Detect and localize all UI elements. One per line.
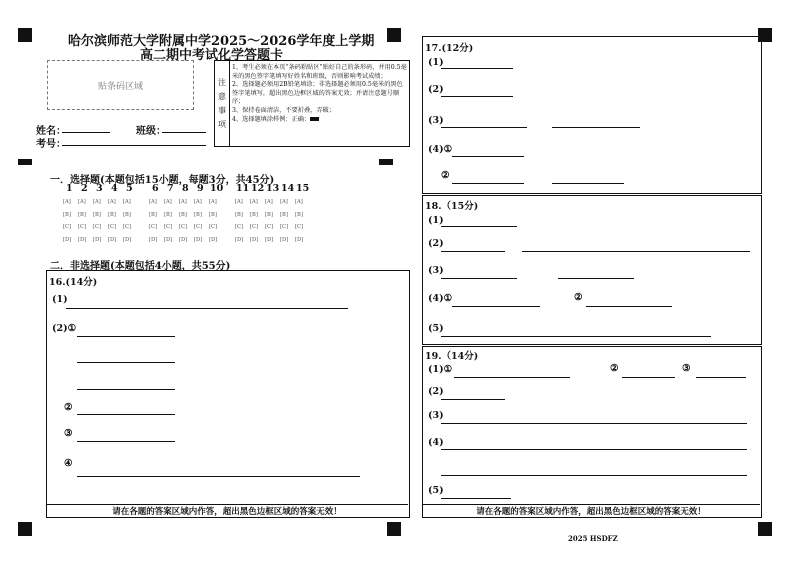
q16-answer-line[interactable] <box>77 476 360 477</box>
q17-answer-line[interactable] <box>552 183 624 184</box>
mc-question-number: 2 <box>81 183 88 194</box>
notice-line: 2、选择题必须用2B铅笔填涂；非选择题必须用0.5毫米的黑色签字笔填写，超出黑色边框区域的答案无效；并请注意题号顺序； <box>232 81 403 106</box>
section2-title: 二．非选择题(本题包括4小题，共55分) <box>50 261 231 272</box>
q16-answer-line[interactable] <box>77 336 175 337</box>
mc-question-number: 4 <box>111 183 118 194</box>
q19-answer-line[interactable] <box>441 399 505 400</box>
barcode-area-label: 贴条码区域 <box>97 81 143 92</box>
q16-answer-line[interactable] <box>77 414 175 415</box>
q19-label-1-1: (1)① <box>428 364 453 375</box>
notice-text <box>232 64 407 124</box>
q19-header: 19.（14分) <box>425 351 479 362</box>
notice-label-char: 事 <box>218 105 226 115</box>
mc-option-bubble[interactable]: [A] <box>265 199 273 205</box>
mc-option-bubble[interactable]: [A] <box>280 199 288 205</box>
name-label: 姓名： <box>36 126 66 137</box>
q17-answer-box <box>422 36 762 194</box>
q18-answer-box <box>422 195 762 345</box>
q17-answer-line[interactable] <box>552 127 640 128</box>
mc-option-bubble[interactable]: [A] <box>250 199 258 205</box>
q19-label-1-2: ② <box>610 363 619 374</box>
mc-option-bubble[interactable]: [B] <box>295 211 303 218</box>
mc-option-bubble[interactable]: [A] <box>108 199 116 205</box>
q19-answer-line[interactable] <box>441 449 747 450</box>
mc-option-bubble[interactable]: [D] <box>63 236 72 243</box>
q19-label-3: (3) <box>428 410 444 421</box>
section1-title: 一．选择题(本题包括15小题，每题3分，共45分) <box>50 175 275 186</box>
q16-label-2-4: ④ <box>64 458 73 469</box>
q18-answer-line[interactable] <box>522 251 750 252</box>
q19-answer-line[interactable] <box>696 377 746 378</box>
q16-header: 16.(14分) <box>49 277 98 288</box>
position-mark-bottom-right <box>758 522 772 536</box>
mc-option-bubble[interactable]: [C] <box>235 224 244 230</box>
notice-label-char: 项 <box>218 119 226 129</box>
q17-label-3: (3) <box>428 115 444 126</box>
q16-answer-line[interactable] <box>77 362 175 363</box>
mc-option-bubble[interactable]: [B] <box>93 211 101 218</box>
q16-footer-warning: 请在各题的答案区域内作答，超出黑色边框区域的答案无效！ <box>46 504 408 517</box>
mc-question-number: 6 <box>152 183 159 194</box>
mc-option-bubble[interactable]: [B] <box>63 211 71 218</box>
q19-label-1-3: ③ <box>682 363 691 374</box>
q18-answer-line[interactable] <box>441 336 711 337</box>
mc-option-bubble[interactable]: [A] <box>78 199 86 205</box>
q19-answer-line[interactable] <box>454 377 570 378</box>
mc-option-bubble[interactable]: [B] <box>265 211 273 218</box>
mc-option-bubble[interactable]: [C] <box>164 224 173 230</box>
mc-question-number: 10 <box>210 183 224 194</box>
mc-option-bubble[interactable]: [C] <box>149 224 158 230</box>
mc-option-bubble[interactable]: [A] <box>149 199 157 205</box>
mc-option-bubble[interactable]: [D] <box>209 236 218 243</box>
q18-label-5: (5) <box>428 323 444 334</box>
mc-option-bubble[interactable]: [B] <box>194 211 202 218</box>
mc-question-number: 14 <box>281 183 295 194</box>
mc-option-bubble[interactable]: [B] <box>250 211 258 218</box>
q17-label-1: (1) <box>428 57 444 68</box>
mc-option-bubble[interactable]: [C] <box>93 224 102 230</box>
q17-header: 17.(12分) <box>425 43 474 54</box>
mc-option-bubble[interactable]: [B] <box>123 211 131 218</box>
position-mark-top-left <box>18 28 32 42</box>
mc-option-bubble[interactable]: [B] <box>78 211 86 218</box>
mc-option-bubble[interactable]: [D] <box>123 236 132 243</box>
q18-answer-line[interactable] <box>441 251 505 252</box>
notice-label-char: 注 <box>218 77 226 87</box>
notice-label-char: 意 <box>218 91 226 101</box>
q17-label-4-1: (4)① <box>428 144 453 155</box>
mc-option-bubble[interactable]: [C] <box>63 224 72 230</box>
q16-answer-line[interactable] <box>77 441 175 442</box>
mc-option-bubble[interactable]: [B] <box>235 211 243 218</box>
notice-line <box>232 116 407 125</box>
mc-question-number: 1 <box>66 183 73 194</box>
q16-label-2-1: (2)① <box>52 323 77 334</box>
mc-option-bubble[interactable]: [C] <box>265 224 274 230</box>
q16-answer-line[interactable] <box>66 308 348 309</box>
mc-question-number: 5 <box>126 183 133 194</box>
mc-option-bubble[interactable]: [C] <box>295 224 304 230</box>
mc-option-bubble[interactable]: [C] <box>123 224 132 230</box>
q19-answer-box <box>422 346 762 518</box>
q17-label-2: (2) <box>428 84 444 95</box>
mc-option-bubble[interactable]: [C] <box>179 224 188 230</box>
mc-option-bubble[interactable]: [B] <box>108 211 116 218</box>
mc-option-bubble[interactable]: [D] <box>93 236 102 243</box>
position-mark-bottom-left <box>18 522 32 536</box>
q17-answer-line[interactable] <box>452 156 524 157</box>
position-mark-top-center <box>387 28 401 42</box>
mc-option-bubble[interactable]: [C] <box>209 224 218 230</box>
mc-option-bubble[interactable]: [D] <box>265 236 274 243</box>
q18-answer-line[interactable] <box>452 306 540 307</box>
q19-label-2: (2) <box>428 386 444 397</box>
q18-answer-line[interactable] <box>441 278 517 279</box>
q17-answer-line[interactable] <box>441 96 513 97</box>
mc-question-number: 11 <box>236 183 250 194</box>
mc-option-bubble[interactable]: [C] <box>108 224 117 230</box>
filled-sample-icon <box>310 117 319 121</box>
q18-label-4-1: (4)① <box>428 293 453 304</box>
q18-label-2: (2) <box>428 238 444 249</box>
q17-label-4-2: ② <box>441 170 450 181</box>
mc-option-bubble[interactable]: [A] <box>209 199 217 205</box>
q17-answer-line[interactable] <box>441 68 513 69</box>
q19-label-5: (5) <box>428 485 444 496</box>
mc-option-bubble[interactable]: [D] <box>78 236 87 243</box>
q18-answer-line[interactable] <box>586 306 672 307</box>
q18-answer-line[interactable] <box>558 278 634 279</box>
mc-option-bubble[interactable]: [B] <box>209 211 217 218</box>
q19-answer-line[interactable] <box>441 423 747 424</box>
page-subtitle: 高二期中考试化学答题卡 <box>140 48 284 63</box>
notice-box <box>214 60 410 147</box>
mc-question-number: 3 <box>96 183 103 194</box>
q17-answer-line[interactable] <box>452 183 524 184</box>
q16-label-1: (1) <box>52 294 68 305</box>
mc-option-bubble[interactable]: [D] <box>149 236 158 243</box>
q18-answer-line[interactable] <box>441 226 517 227</box>
mc-question-number: 7 <box>167 183 174 194</box>
q19-label-4: (4) <box>428 437 444 448</box>
mc-option-bubble[interactable]: [C] <box>78 224 87 230</box>
mc-question-number: 15 <box>296 183 310 194</box>
mc-option-bubble[interactable]: [B] <box>149 211 157 218</box>
q16-label-2-3: ③ <box>64 428 73 439</box>
class-field[interactable] <box>162 132 206 133</box>
position-mark-mid-center <box>379 159 393 165</box>
mc-question-number: 8 <box>182 183 189 194</box>
mc-question-number: 13 <box>266 183 280 194</box>
mc-question-number: 9 <box>197 183 204 194</box>
notice-line: 1、考生必须在本页“条码粘贴区”贴好自己的条形码，并用0.5毫米的黑色签字笔填写好姓名和班级，否则影响考试成绩； <box>232 64 407 80</box>
name-field[interactable] <box>62 132 110 133</box>
q16-label-2-2: ② <box>64 402 73 413</box>
mc-option-bubble[interactable]: [C] <box>280 224 289 230</box>
mc-option-bubble[interactable]: [D] <box>108 236 117 243</box>
exam-no-label: 考号： <box>36 139 66 150</box>
exam-no-field[interactable] <box>62 145 206 146</box>
mc-option-bubble[interactable]: [D] <box>250 236 259 243</box>
mc-option-bubble[interactable]: [B] <box>164 211 172 218</box>
mc-option-bubble[interactable]: [D] <box>280 236 289 243</box>
class-label: 班级： <box>136 126 166 137</box>
notice-line-text: 4、选择题填涂样例：正确： <box>232 115 311 123</box>
notice-line: 3、保持卷面清洁，不要折叠，弄破； <box>232 106 335 114</box>
q19-answer-line[interactable] <box>622 377 675 378</box>
mc-option-bubble[interactable]: [A] <box>93 199 101 205</box>
mc-question-number: 12 <box>251 183 265 194</box>
q16-answer-line[interactable] <box>77 389 175 390</box>
notice-label <box>215 61 230 146</box>
q18-label-3: (3) <box>428 265 444 276</box>
mc-option-bubble[interactable]: [D] <box>164 236 173 243</box>
mc-option-bubble[interactable]: [D] <box>179 236 188 243</box>
mc-option-bubble[interactable]: [A] <box>179 199 187 205</box>
q18-label-1: (1) <box>428 215 444 226</box>
mc-option-bubble[interactable]: [A] <box>123 199 131 205</box>
barcode-area <box>47 60 194 110</box>
position-mark-bottom-center <box>387 522 401 536</box>
mc-option-bubble[interactable]: [B] <box>179 211 187 218</box>
mc-option-bubble[interactable]: [D] <box>194 236 203 243</box>
mc-option-bubble[interactable]: [D] <box>295 236 304 243</box>
q18-header: 18.（15分) <box>425 201 479 212</box>
mc-option-bubble[interactable]: [C] <box>194 224 203 230</box>
q17-answer-line[interactable] <box>441 127 527 128</box>
mc-option-bubble[interactable]: [C] <box>250 224 259 230</box>
q19-answer-line[interactable] <box>441 475 747 476</box>
q19-footer-warning: 请在各题的答案区域内作答，超出黑色边框区域的答案无效！ <box>422 504 760 517</box>
page-title: 哈尔滨师范大学附属中学2025～2026学年度上学期 <box>68 34 375 49</box>
mc-option-bubble[interactable]: [A] <box>295 199 303 205</box>
mc-option-bubble[interactable]: [D] <box>235 236 244 243</box>
page-code: 2025 HSDFZ <box>568 534 618 543</box>
mc-option-bubble[interactable]: [A] <box>235 199 243 205</box>
mc-option-bubble[interactable]: [A] <box>194 199 202 205</box>
q18-label-4-2: ② <box>574 292 583 303</box>
q19-answer-line[interactable] <box>441 498 511 499</box>
mc-option-bubble[interactable]: [A] <box>63 199 71 205</box>
mc-option-bubble[interactable]: [A] <box>164 199 172 205</box>
position-mark-mid-left <box>18 159 32 165</box>
mc-option-bubble[interactable]: [B] <box>280 211 288 218</box>
